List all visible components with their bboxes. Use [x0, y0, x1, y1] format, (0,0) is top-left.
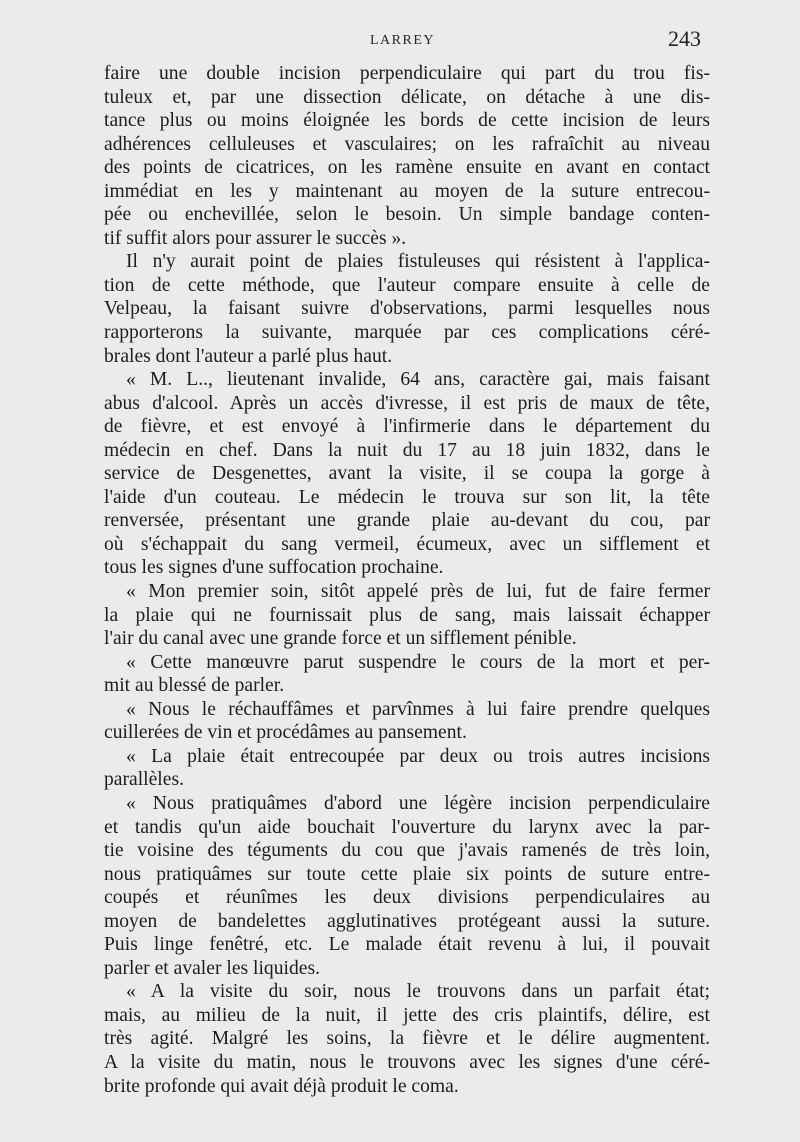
text-line: tif suffit alors pour assurer le succès ».	[104, 227, 407, 249]
text-line: abus d'alcool. Après un accès d'ivresse, il est pris de maux de tête,	[104, 392, 710, 414]
text-line: rapporterons la suivante, marquée par ces complications céré-	[104, 322, 710, 344]
text-line: A la visite du matin, nous le trouvons avec les signes d'une céré-	[104, 1051, 710, 1073]
text-line: parler et avaler les liquides.	[104, 957, 320, 979]
text-line: « M. L.., lieutenant invalide, 64 ans, caractère gai, mais faisant	[126, 369, 710, 391]
text-line: « Mon premier soin, sitôt appelé près de lui, fut de faire fermer	[126, 581, 710, 603]
text-line: de fièvre, et est envoyé à l'infirmerie dans le département du	[104, 416, 710, 438]
text-line: où s'échappait du sang vermeil, écumeux, avec un sifflement et	[104, 533, 710, 555]
text-line: « Nous le réchauffâmes et parvînmes à lui faire prendre quelques	[126, 698, 710, 720]
text-line: « Cette manœuvre parut suspendre le cours de la mort et per-	[126, 651, 710, 673]
text-line: faire une double incision perpendiculaire qui part du trou fis-	[104, 63, 710, 84]
text-line: médecin en chef. Dans la nuit du 17 au 18 juin 1832, dans le	[104, 439, 710, 461]
text-line: la plaie qui ne fournissait plus de sang, mais laissait échapper	[104, 604, 710, 626]
body-text	[104, 62, 710, 1098]
text-line: « A la visite du soir, nous le trouvons dans un parfait état;	[126, 981, 710, 1003]
text-line: tous les signes d'une suffocation prochaine.	[104, 557, 444, 579]
text-line: Il n'y aurait point de plaies fistuleuses qui résistent à l'applica-	[126, 251, 710, 273]
running-head-title: LARREY	[370, 33, 435, 48]
text-line: parallèles.	[104, 769, 184, 791]
text-line: moyen de bandelettes agglutinatives protégeant aussi la suture.	[104, 910, 710, 932]
text-line: tion de cette méthode, que l'auteur compare ensuite à celle de	[104, 274, 710, 296]
text-line: tie voisine des téguments du cou que j'avais ramenés de très loin,	[104, 840, 710, 862]
text-line: service de Desgenettes, avant la visite, il se coupa la gorge à	[104, 463, 710, 485]
text-line: des points de cicatrices, on les ramène ensuite en avant en contact	[104, 157, 710, 179]
text-line: l'aide d'un couteau. Le médecin le trouva sur son lit, la tête	[104, 486, 710, 508]
text-line: « La plaie était entrecoupée par deux ou trois autres incisions	[126, 745, 710, 767]
text-line: Velpeau, la faisant suivre d'observations, parmi lesquelles nous	[104, 298, 710, 320]
text-line: brite profonde qui avait déjà produit le coma.	[104, 1075, 459, 1097]
text-line: cuillerées de vin et procédâmes au pansement.	[104, 722, 467, 744]
text-line: renversée, présentant une grande plaie au-devant du cou, par	[104, 510, 710, 532]
text-line: adhérences celluleuses et vasculaires; on les rafraîchit au niveau	[104, 133, 710, 155]
running-head	[0, 26, 800, 54]
text-line: pée ou enchevillée, selon le besoin. Un simple bandage conten-	[104, 204, 710, 226]
text-line: Puis linge fenêtré, etc. Le malade était revenu à lui, il pouvait	[104, 934, 710, 956]
text-line: immédiat en les y maintenant au moyen de la suture entrecou-	[104, 180, 710, 202]
text-line: l'air du canal avec une grande force et un sifflement pénible.	[104, 628, 577, 650]
text-line: et tandis qu'un aide bouchait l'ouverture du larynx avec la par-	[104, 816, 710, 838]
text-line: tance plus ou moins éloignée les bords de cette incision de leurs	[104, 110, 710, 132]
text-line: nous pratiquâmes sur toute cette plaie six points de suture entre-	[104, 863, 710, 885]
text-line: brales dont l'auteur a parlé plus haut.	[104, 345, 393, 367]
page-number: 243	[668, 26, 701, 51]
text-line: très agité. Malgré les soins, la fièvre et le délire augmentent.	[104, 1028, 710, 1050]
text-line: tuleux et, par une dissection délicate, on détache à une dis-	[104, 86, 710, 108]
text-line: mit au blessé de parler.	[104, 675, 285, 697]
text-line: coupés et réunîmes les deux divisions perpendiculaires au	[104, 887, 710, 909]
text-line: mais, au milieu de la nuit, il jette des cris plaintifs, délire, est	[104, 1004, 710, 1026]
text-line: « Nous pratiquâmes d'abord une légère incision perpendiculaire	[126, 792, 710, 814]
